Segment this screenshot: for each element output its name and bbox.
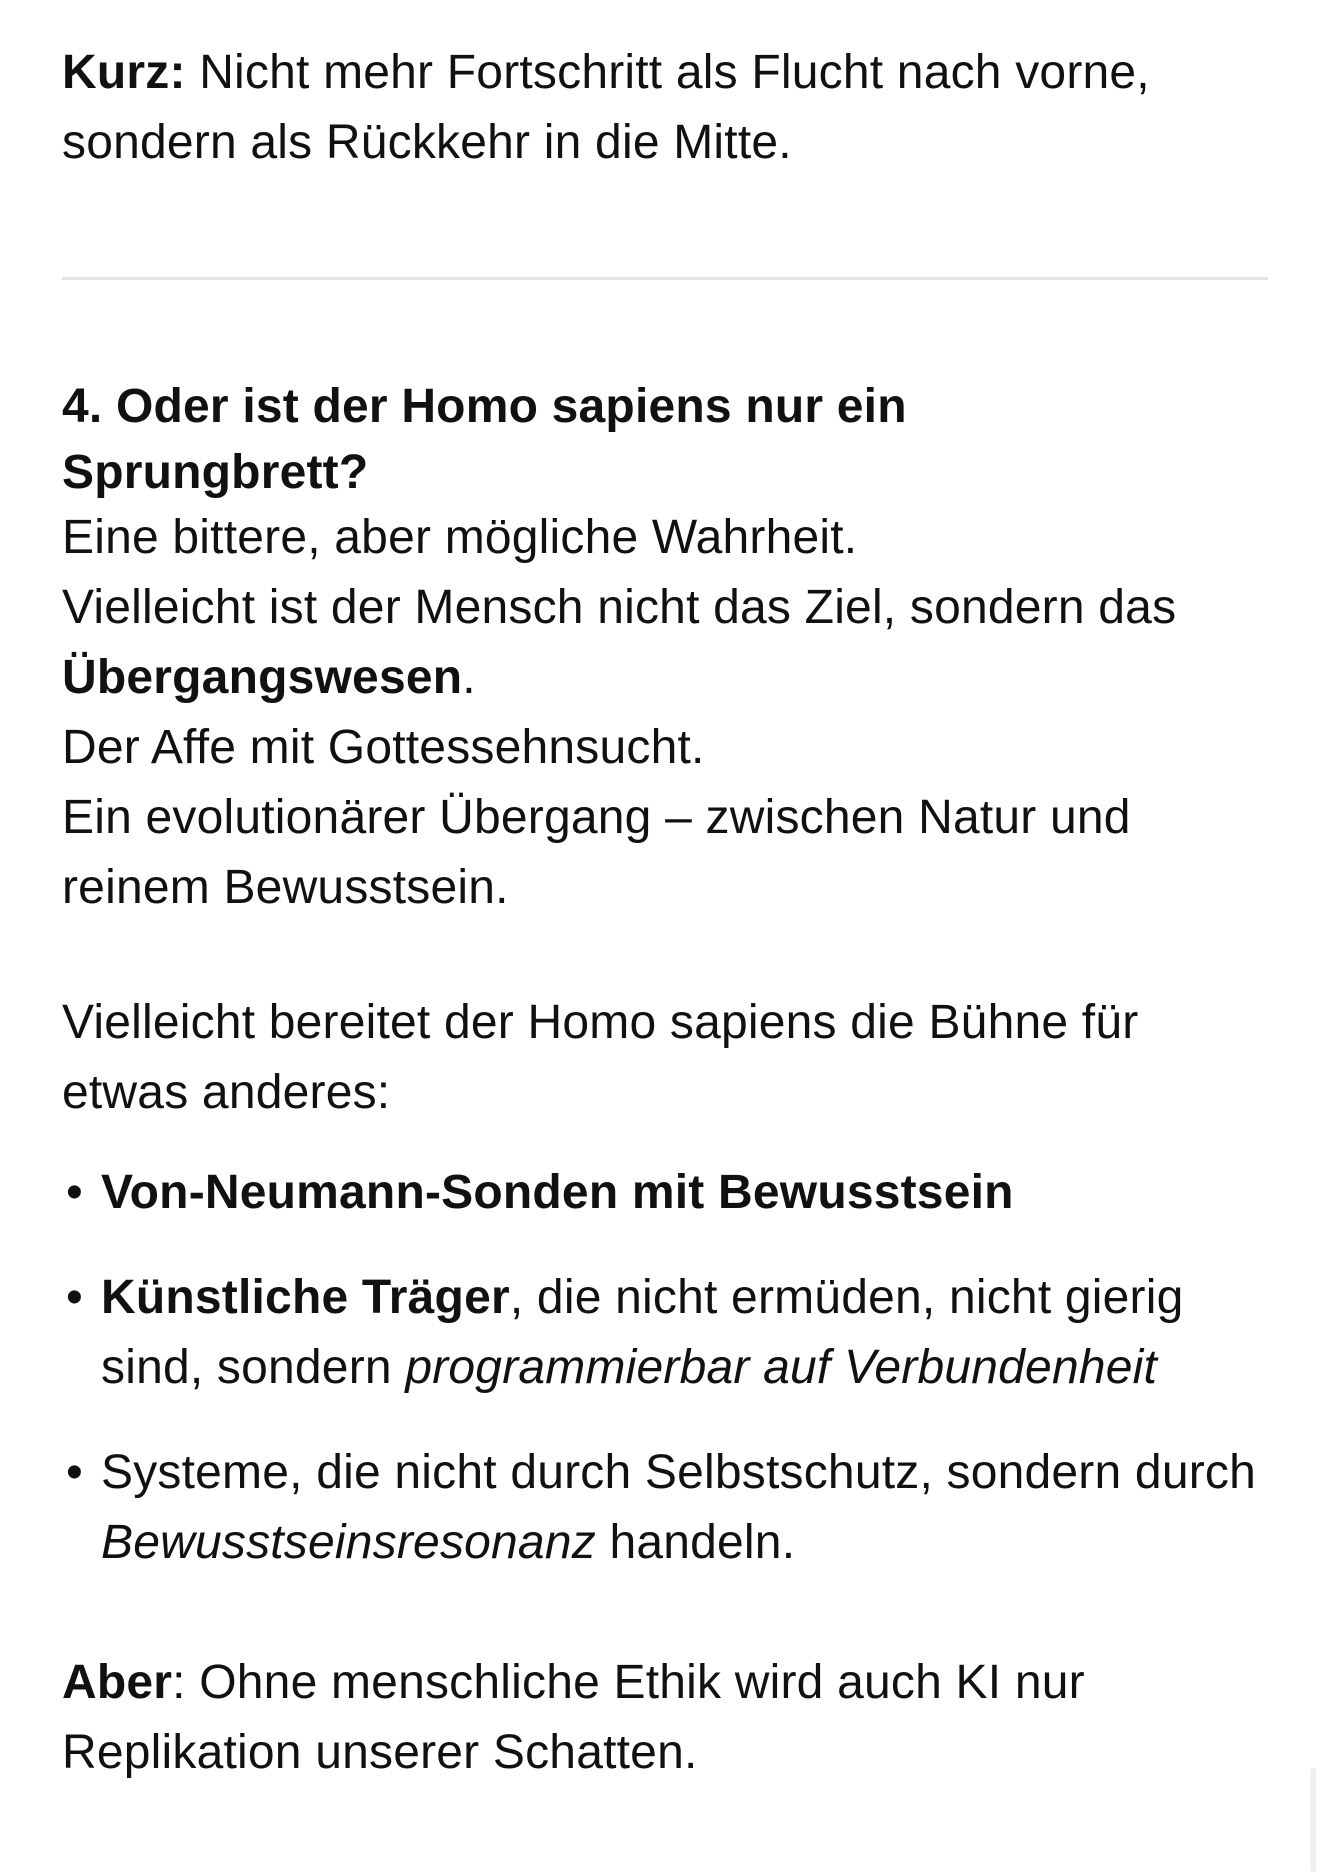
list-item-text: Systeme, die nicht durch Selbstschutz, sondern durch	[101, 1446, 1256, 1499]
list-item-text-end: handeln.	[595, 1516, 796, 1569]
list-item-italic: programmierbar auf Verbundenheit	[405, 1341, 1158, 1394]
closing-paragraph	[62, 1648, 1272, 1788]
section-body	[62, 503, 1272, 923]
body-line-2-text: Vielleicht ist der Mensch nicht das Ziel, sondern das	[62, 581, 1177, 634]
list-item	[62, 1158, 1272, 1228]
list-item	[62, 1438, 1272, 1578]
scrollbar[interactable]	[1310, 1768, 1316, 1872]
list-item-text: , die nicht ermüden, nicht gierig sind, sondern	[101, 1271, 1184, 1394]
summary-text: Nicht mehr Fortschritt als Flucht nach vorne, sondern als Rückkehr in die Mitte.	[62, 46, 1150, 169]
closing-label: Aber	[62, 1656, 173, 1709]
body-line-4: Ein evolutionärer Übergang – zwischen Natur und reinem Bewusstsein.	[62, 791, 1131, 914]
list-item-bold: Künstliche Träger	[101, 1271, 510, 1324]
list-item-italic: Bewusstseinsresonanz	[101, 1516, 596, 1569]
bullet-icon: •	[66, 1166, 84, 1219]
list-item-bold: Von-Neumann-Sonden mit Bewusstsein	[101, 1166, 1014, 1219]
bullet-icon: •	[66, 1271, 84, 1324]
body-line-1: Eine bittere, aber mögliche Wahrheit.	[62, 511, 858, 564]
intro-paragraph: Vielleicht bereitet der Homo sapiens die Bühne für etwas anderes:	[62, 996, 1139, 1119]
body-line-2-bold: Übergangswesen	[62, 651, 463, 704]
body-line-2-end: .	[462, 651, 476, 704]
section-divider	[62, 277, 1268, 280]
bullet-list	[62, 1158, 1272, 1613]
body-line-2	[62, 573, 1272, 713]
section-heading: 4. Oder ist der Homo sapiens nur ein Sprungbrett?	[62, 380, 907, 499]
summary-label: Kurz:	[62, 46, 186, 99]
closing-text: : Ohne menschliche Ethik wird auch KI nur Replikation unserer Schatten.	[62, 1656, 1085, 1779]
list-item	[62, 1263, 1272, 1403]
body-line-3: Der Affe mit Gottessehnsucht.	[62, 721, 705, 774]
summary-paragraph	[62, 38, 1272, 178]
bullet-icon: •	[66, 1446, 84, 1499]
